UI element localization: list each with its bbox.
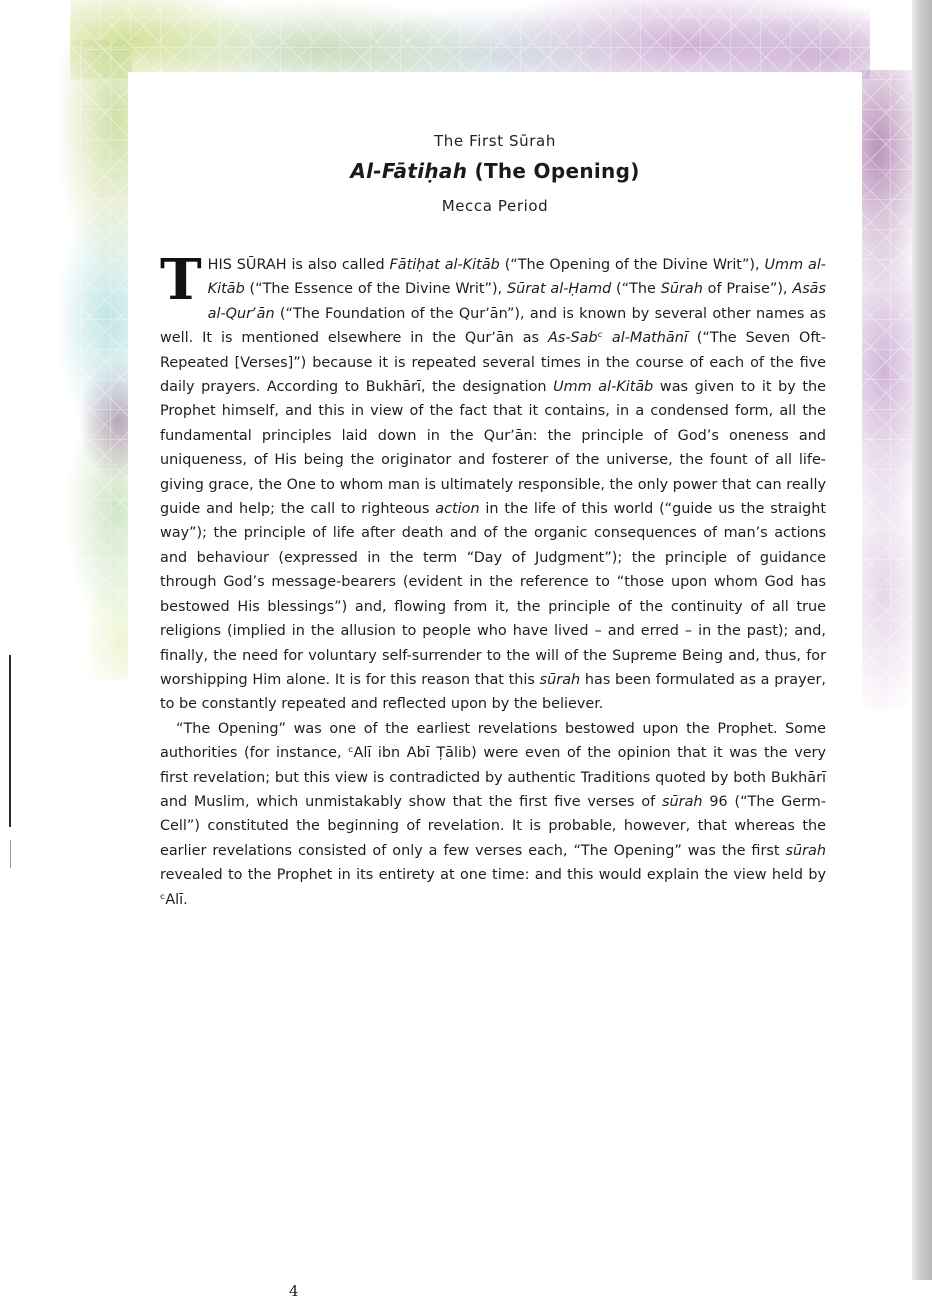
italic-term: Umm al-Kitāb <box>553 379 654 396</box>
decorative-border-left <box>60 40 132 680</box>
italic-term: Umm al-Kitāb <box>207 257 827 298</box>
book-binding-edge <box>912 0 932 1280</box>
text-run: (“The Opening of the Divine Writ”), <box>499 257 765 273</box>
italic-term: action <box>435 501 480 518</box>
geometric-pattern-top <box>70 0 870 78</box>
text-run: (“The Foundation of the Qurʼān”), and is known by several other names as well. It is mentioned elsewhere in the Qurʼān as <box>160 305 826 347</box>
text-run: (“The Essence of the Divine Writ”), <box>244 281 507 298</box>
geometric-pattern-left <box>80 40 130 680</box>
italic-term: sūrah <box>539 671 581 688</box>
italic-term: sūrah <box>785 842 826 859</box>
margin-rule <box>9 655 11 827</box>
decorative-border-right <box>858 70 918 710</box>
revelation-period: Mecca Period <box>441 197 549 215</box>
text-run: of Praise”), <box>702 281 793 298</box>
text-run: revealed to the Prophet in its entirety at one time: and this would explain the view held by ᶜAlī. <box>160 867 826 908</box>
chapter-title-english: (The Opening) <box>467 159 640 183</box>
text-run: HIS SŪRAH is also called <box>207 257 390 273</box>
chapter-title-arabic: Al-Fātiḥah <box>350 159 468 183</box>
decorative-border-top <box>70 0 870 80</box>
chapter-kicker: The First Sūrah <box>434 132 556 150</box>
italic-term: Sūrat al-Ḥamd <box>506 281 612 298</box>
paragraph <box>160 247 827 717</box>
text-run: was given to it by the Prophet himself, and this in view of the fact that it contains, in a condensed form, all the fundamental principles laid down in the Qurʼān: the principle of God’s oneness and uniqueness, of His being the originator and fosterer of the universe, the fount of all life-giving grace, the One to whom man is ultimately responsible, the only power that can really guide and help; the call to righteous <box>160 379 826 518</box>
page-text-area <box>128 72 862 1300</box>
chapter-title <box>128 159 862 183</box>
drop-cap: T <box>160 247 202 313</box>
text-run: 96 (“The Germ-Cell”) constituted the beginning of revelation. It is probable, however, that whereas the earlier revelations consisted of only a few verses each, “The Opening” was the first <box>160 793 827 859</box>
text-run: in the life of this world (“guide us the straight way”); the principle of life after death and of the organic consequences of man’s actions and behaviour (expressed in the term “Day of Judgment”); the principle of guidance through God’s message-bearers (evident in the reference to “those upon whom God has bestowed His blessings”) and, flowing from it, the principle of the continuity of all true religions (implied in the allusion to people who have lived – and erred – in the past); and, finally, the need for voluntary self-surrender to the will of the Supreme Being and, thus, for worshipping Him alone. It is for this reason that this <box>160 501 827 688</box>
body-text <box>160 247 827 912</box>
geometric-pattern-right <box>860 70 912 710</box>
margin-rule-faint <box>10 840 11 868</box>
paragraph <box>160 717 826 912</box>
italic-term: As-Sabᶜ al-Mathānī <box>548 330 688 347</box>
italic-term: Sūrah <box>660 281 703 298</box>
page-number: 4 <box>289 1282 299 1300</box>
text-run: (“The Seven Oft-Repeated [Verses]”) because it is repeated several times in the course of each of the five daily prayers. According to Bukhārī, the designation <box>160 330 826 396</box>
italic-term: Asās al-Qurʼān <box>207 281 827 322</box>
text-run: “The Opening” was one of the earliest revelations bestowed upon the Prophet. Some authorities (for instance, ᶜAlī ibn Abī Ṭālib) were even of the opinion that it was the very first revelation; but this view is contradicted by authentic Traditions quoted by both Bukhārī and Muslim, which unmistakably show that the first five verses of <box>160 720 826 810</box>
italic-term: Fātiḥat al-Kitāb <box>389 257 500 273</box>
text-run: (“The <box>611 281 661 298</box>
text-run: has been formulated as a prayer, to be constantly repeated and reflected upon by the believer. <box>160 671 826 713</box>
italic-term: sūrah <box>662 793 703 810</box>
